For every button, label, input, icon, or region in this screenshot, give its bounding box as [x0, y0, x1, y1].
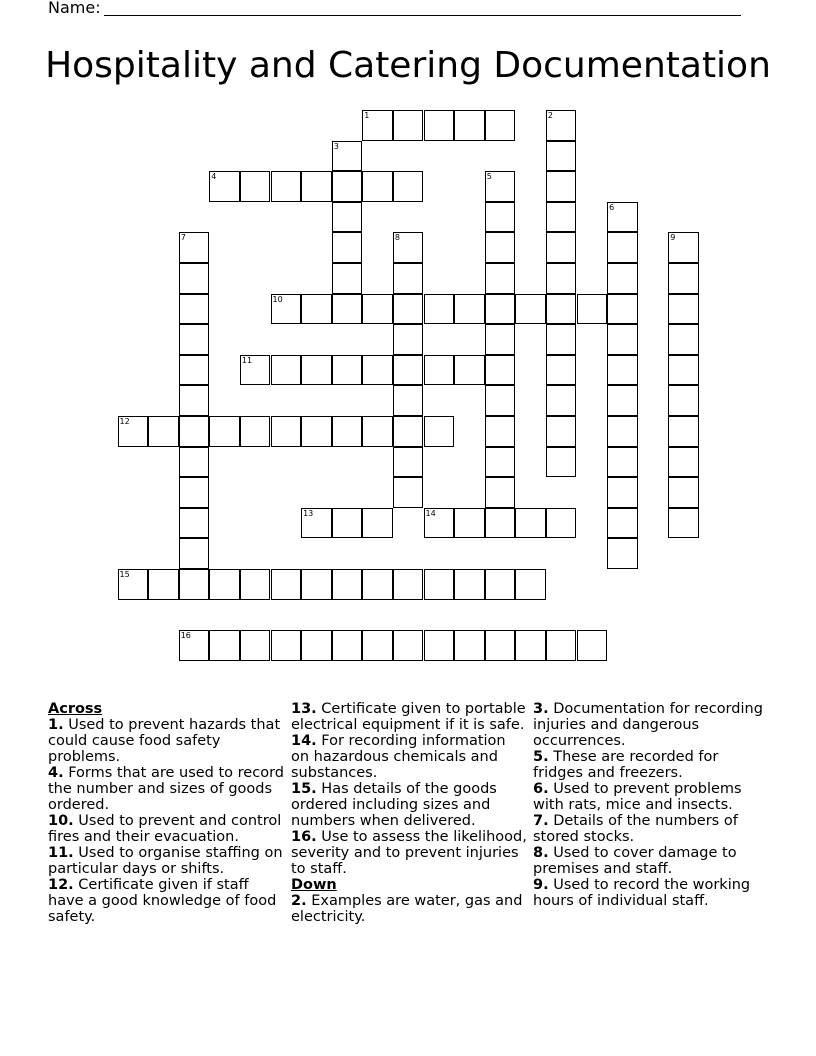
grid-cell[interactable] [546, 324, 577, 355]
clue-across-15: 15. Has details of the goods ordered including sizes and numbers when delivered. [291, 781, 497, 829]
clue-number: 4 [211, 172, 217, 182]
grid-cell[interactable] [240, 630, 271, 661]
grid-cell[interactable] [668, 263, 699, 294]
grid-cell[interactable] [424, 508, 455, 539]
grid-cell[interactable] [179, 416, 210, 447]
grid-cell[interactable] [179, 630, 210, 661]
grid-cell[interactable] [485, 202, 516, 233]
clue-down-2: 2. Examples are water, gas and electricity. [291, 893, 523, 925]
grid-cell[interactable] [515, 294, 546, 325]
grid-cell[interactable] [332, 355, 363, 386]
grid-cell[interactable] [393, 416, 424, 447]
name-label: Name: [48, 0, 101, 17]
grid-cell[interactable] [668, 324, 699, 355]
grid-cell[interactable] [546, 263, 577, 294]
clue-number: 13 [303, 508, 314, 518]
grid-cell[interactable] [332, 202, 363, 233]
grid-cell[interactable] [454, 630, 485, 661]
clue-across-16: 16. Use to assess the likelihood, severity and to prevent injuries to staff. [291, 829, 527, 877]
clue-number: 14 [425, 508, 436, 518]
clue-column-1 [48, 701, 284, 925]
grid-cell[interactable] [485, 385, 516, 416]
clue-across-14: 14. For recording information on hazardous chemicals and substances. [291, 733, 506, 781]
clue-number: 12 [119, 417, 130, 426]
grid-cell[interactable] [393, 447, 424, 478]
clue-column-2 [291, 701, 527, 925]
clue-down-6: 6. Used to prevent problems with rats, mice and insects. [533, 781, 742, 813]
grid-cell[interactable] [179, 538, 210, 569]
grid-cell[interactable] [179, 447, 210, 478]
grid-cell[interactable] [362, 508, 393, 539]
grid-cell[interactable] [546, 416, 577, 447]
grid-cell[interactable] [546, 202, 577, 233]
grid-cell[interactable] [393, 385, 424, 416]
grid-cell[interactable] [485, 294, 516, 325]
grid-cell[interactable] [301, 416, 332, 447]
clue-number: 16 [180, 631, 191, 641]
grid-cell[interactable] [209, 630, 240, 661]
grid-cell[interactable] [332, 416, 363, 447]
grid-cell[interactable] [485, 447, 516, 478]
clue-across-11: 11. Used to organise staffing on particular days or shifts. [48, 845, 283, 877]
grid-cell[interactable] [271, 416, 302, 447]
grid-cell[interactable] [485, 232, 516, 263]
grid-cell[interactable] [546, 355, 577, 386]
grid-cell[interactable] [393, 630, 424, 661]
grid-cell[interactable] [393, 110, 424, 141]
grid-cell[interactable] [424, 294, 455, 325]
clue-number: 10 [272, 294, 283, 304]
grid-cell[interactable] [546, 447, 577, 478]
clue-number: 5 [486, 172, 492, 182]
grid-cell[interactable] [179, 385, 210, 416]
grid-cell[interactable] [332, 294, 363, 325]
grid-cell[interactable] [485, 630, 516, 661]
grid-cell[interactable] [332, 263, 363, 294]
grid-cell[interactable] [485, 324, 516, 355]
grid-cell[interactable] [179, 263, 210, 294]
grid-cell[interactable] [577, 294, 608, 325]
grid-cell[interactable] [607, 508, 638, 539]
grid-cell[interactable] [393, 569, 424, 600]
clue-across-1: 1. Used to prevent hazards that could cause food safety problems. [48, 717, 281, 765]
grid-cell[interactable] [607, 294, 638, 325]
grid-cell[interactable] [209, 171, 240, 202]
grid-cell[interactable] [362, 630, 393, 661]
grid-cell[interactable] [515, 508, 546, 539]
grid-cell[interactable] [393, 171, 424, 202]
grid-cell[interactable] [179, 569, 210, 600]
grid-cell[interactable] [332, 232, 363, 263]
grid-cell[interactable] [485, 477, 516, 508]
grid-cell[interactable] [209, 569, 240, 600]
grid-cell[interactable] [577, 630, 608, 661]
clue-down-8: 8. Used to cover damage to premises and staff. [533, 845, 737, 877]
grid-cell[interactable] [607, 202, 638, 233]
grid-cell[interactable] [424, 110, 455, 141]
grid-cell[interactable] [607, 263, 638, 294]
grid-cell[interactable] [668, 294, 699, 325]
grid-cell[interactable] [332, 141, 363, 172]
grid-cell[interactable] [362, 416, 393, 447]
grid-cell[interactable] [362, 355, 393, 386]
clue-number: 6 [609, 202, 615, 212]
grid-cell[interactable] [240, 355, 271, 386]
grid-cell[interactable] [148, 569, 179, 600]
clue-across-4: 4. Forms that are used to record the number and sizes of goods ordered. [48, 765, 284, 813]
grid-cell[interactable] [179, 232, 210, 263]
grid-cell[interactable] [668, 416, 699, 447]
grid-cell[interactable] [668, 355, 699, 386]
grid-cell[interactable] [607, 447, 638, 478]
grid-cell[interactable] [546, 110, 577, 141]
clue-down-9: 9. Used to record the working hours of individual staff. [533, 877, 751, 909]
clue-down-7: 7. Details of the numbers of stored stocks. [533, 813, 738, 845]
grid-cell[interactable] [454, 508, 485, 539]
grid-cell[interactable] [362, 294, 393, 325]
grid-cell[interactable] [271, 569, 302, 600]
grid-cell[interactable] [332, 630, 363, 661]
grid-cell[interactable] [393, 263, 424, 294]
grid-cell[interactable] [332, 569, 363, 600]
page-title: Hospitality and Catering Documentation [45, 45, 771, 86]
clue-number: 9 [670, 233, 676, 243]
grid-cell[interactable] [393, 294, 424, 325]
grid-cell[interactable] [607, 416, 638, 447]
clue-number: 7 [180, 233, 186, 243]
grid-cell[interactable] [424, 569, 455, 600]
grid-cell[interactable] [209, 416, 240, 447]
grid-cell[interactable] [362, 171, 393, 202]
clue-number: 8 [394, 233, 400, 243]
grid-cell[interactable] [301, 355, 332, 386]
grid-cell[interactable] [546, 385, 577, 416]
grid-cell[interactable] [393, 232, 424, 263]
grid-cell[interactable] [485, 569, 516, 600]
grid-cell[interactable] [546, 508, 577, 539]
grid-cell[interactable] [424, 416, 455, 447]
grid-cell[interactable] [607, 538, 638, 569]
across-heading: Across [48, 701, 103, 717]
grid-cell[interactable] [271, 171, 302, 202]
grid-cell[interactable] [240, 171, 271, 202]
grid-cell[interactable] [607, 232, 638, 263]
grid-cell[interactable] [301, 171, 332, 202]
grid-cell[interactable] [271, 630, 302, 661]
grid-cell[interactable] [485, 263, 516, 294]
grid-cell[interactable] [179, 355, 210, 386]
grid-cell[interactable] [454, 294, 485, 325]
clue-number: 1 [364, 111, 370, 120]
clue-across-12: 12. Certificate given if staff have a good knowledge of food safety. [48, 877, 277, 925]
clue-down-5: 5. These are recorded for fridges and freezers. [533, 749, 719, 781]
grid-cell[interactable] [454, 569, 485, 600]
grid-cell[interactable] [546, 630, 577, 661]
clue-across-10: 10. Used to prevent and control fires and their evacuation. [48, 813, 282, 845]
grid-cell[interactable] [485, 355, 516, 386]
grid-cell[interactable] [118, 416, 149, 447]
grid-cell[interactable] [393, 324, 424, 355]
grid-cell[interactable] [424, 630, 455, 661]
grid-cell[interactable] [271, 294, 302, 325]
grid-cell[interactable] [485, 508, 516, 539]
grid-cell[interactable] [668, 232, 699, 263]
grid-cell[interactable] [148, 416, 179, 447]
grid-cell[interactable] [301, 630, 332, 661]
grid-cell[interactable] [607, 355, 638, 386]
grid-cell[interactable] [301, 508, 332, 539]
grid-cell[interactable] [668, 447, 699, 478]
grid-cell[interactable] [301, 569, 332, 600]
grid-cell[interactable] [668, 508, 699, 539]
grid-cell[interactable] [515, 569, 546, 600]
grid-cell[interactable] [515, 630, 546, 661]
clue-across-13: 13. Certificate given to portable electrical equipment if it is safe. [291, 701, 526, 733]
grid-cell[interactable] [332, 171, 363, 202]
grid-cell[interactable] [485, 171, 516, 202]
grid-cell[interactable] [454, 110, 485, 141]
grid-cell[interactable] [332, 508, 363, 539]
grid-cell[interactable] [179, 477, 210, 508]
grid-cell[interactable] [240, 569, 271, 600]
grid-cell[interactable] [424, 355, 455, 386]
grid-cell[interactable] [301, 294, 332, 325]
grid-cell[interactable] [485, 416, 516, 447]
grid-cell[interactable] [546, 171, 577, 202]
clue-number: 2 [547, 111, 553, 120]
grid-cell[interactable] [546, 232, 577, 263]
grid-cell[interactable] [454, 355, 485, 386]
grid-cell[interactable] [393, 355, 424, 386]
grid-cell[interactable] [485, 110, 516, 141]
grid-cell[interactable] [179, 294, 210, 325]
grid-cell[interactable] [668, 385, 699, 416]
grid-cell[interactable] [118, 569, 149, 600]
grid-cell[interactable] [179, 324, 210, 355]
clue-number: 15 [119, 570, 130, 579]
grid-cell[interactable] [607, 385, 638, 416]
grid-cell[interactable] [362, 110, 393, 141]
grid-cell[interactable] [668, 477, 699, 508]
clue-down-3: 3. Documentation for recording injuries and dangerous occurrences. [533, 701, 763, 749]
grid-cell[interactable] [179, 508, 210, 539]
down-heading: Down [291, 877, 337, 893]
clue-number: 3 [333, 141, 339, 151]
grid-cell[interactable] [607, 477, 638, 508]
grid-cell[interactable] [546, 141, 577, 172]
clue-column-3 [533, 701, 769, 909]
grid-cell[interactable] [362, 569, 393, 600]
grid-cell[interactable] [607, 324, 638, 355]
grid-cell[interactable] [393, 477, 424, 508]
grid-cell[interactable] [240, 416, 271, 447]
grid-cell[interactable] [546, 294, 577, 325]
grid-cell[interactable] [271, 355, 302, 386]
clue-number: 11 [241, 355, 253, 365]
